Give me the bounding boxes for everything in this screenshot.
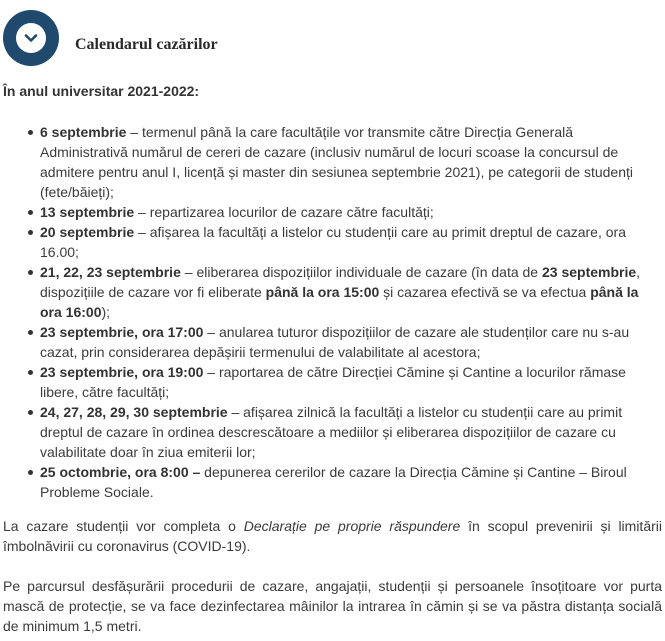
calendar-list-item (40, 122, 662, 202)
event-description: – eliberarea dispozițiilor individuale de cazare (în data de (180, 264, 542, 280)
event-date: 23 septembrie, ora 17:00 (40, 324, 204, 340)
intro-heading: În anul universitar 2021-2022: (3, 83, 200, 99)
event-date: 13 septembrie (40, 204, 135, 220)
event-description: – termenul până la care facultățile vor transmite către Direcția Generală Administrativă numărul de cereri de cazare (inclusiv numărul de locuri scoase la concursul de admitere pentru anul I, licență și master din sesiunea septembrie 2021), pe categorii de studenți (fete/băieți); (40, 124, 634, 200)
event-date: 23 septembrie, ora 19:00 (40, 364, 204, 380)
calendar-list-item (40, 322, 662, 362)
event-description: – repartizarea locurilor de cazare către facultăți; (134, 204, 434, 220)
event-description: – afișarea zilnică la facultăți a listelor cu studenții care au primit dreptul de cazare în ordinea descrescătoare a mediilor și eliberarea dispozițiilor de cazare cu valabilitate doar în ziua emiterii lor; (40, 404, 623, 460)
event-date: până la ora 16:00 (40, 284, 639, 320)
calendar-list (40, 122, 662, 502)
calendar-list-item (40, 362, 662, 402)
calendar-list-item (40, 202, 662, 222)
event-date: 25 octombrie, ora 8:00 – (40, 464, 201, 480)
event-date: 23 septembrie (541, 264, 637, 280)
event-date: 20 septembrie (40, 224, 135, 240)
event-date: 24, 27, 28, 29, 30 septembrie (40, 404, 228, 420)
declaration-text-after: în scopul prevenirii și limitării îmbolnăvirii cu coronavirus (COVID-19). (3, 518, 662, 554)
section-title: Calendarul cazărilor (75, 36, 218, 53)
declaration-document-name: Declarație pe proprie răspundere (243, 518, 461, 534)
event-description: ); (101, 304, 111, 320)
calendar-list-item (40, 402, 662, 462)
chevron-down-icon (16, 23, 46, 53)
event-date: până la ora 15:00 (265, 284, 380, 300)
event-description: – afișarea la facultăți a listelor cu studenții care au primit dreptul de cazare, ora 16.00; (40, 224, 626, 260)
event-description: depunerea cererilor de cazare la Direcția Cămine și Cantine – Biroul Probleme Sociale. (40, 464, 627, 500)
event-date: 21, 22, 23 septembrie (40, 264, 181, 280)
event-description: – raportarea de către Direcției Cămine și Cantine a locurilor rămase libere, către facultăți; (40, 364, 626, 400)
event-description: , dispozițiile de cazare vor fi eliberate (40, 264, 641, 300)
declaration-paragraph (3, 516, 662, 556)
accordion-header[interactable] (0, 0, 665, 74)
event-description: – anularea tuturor dispozițiilor de cazare ale studenților care nu s-au cazat, prin considerarea depășirii termenului de valabilitate al acestora; (40, 324, 630, 360)
accordion-toggle-button[interactable] (3, 10, 59, 66)
event-date: 6 septembrie (40, 124, 127, 140)
calendar-list-item (40, 462, 662, 502)
protection-paragraph: Pe parcursul desfășurării procedurii de cazare, angajații, studenții și persoanele însoțitoare vor purta mască de protecție, se va face dezinfectarea mâinilor la intrarea în cămin și se va păstra distanța socială de minimum 1,5 metri. (3, 578, 662, 634)
event-description: și cazarea efectivă se va efectua (379, 284, 591, 300)
calendar-list-item (40, 262, 662, 322)
calendar-list-item (40, 222, 662, 262)
declaration-text-before: La cazare studenții vor completa o (3, 518, 244, 534)
